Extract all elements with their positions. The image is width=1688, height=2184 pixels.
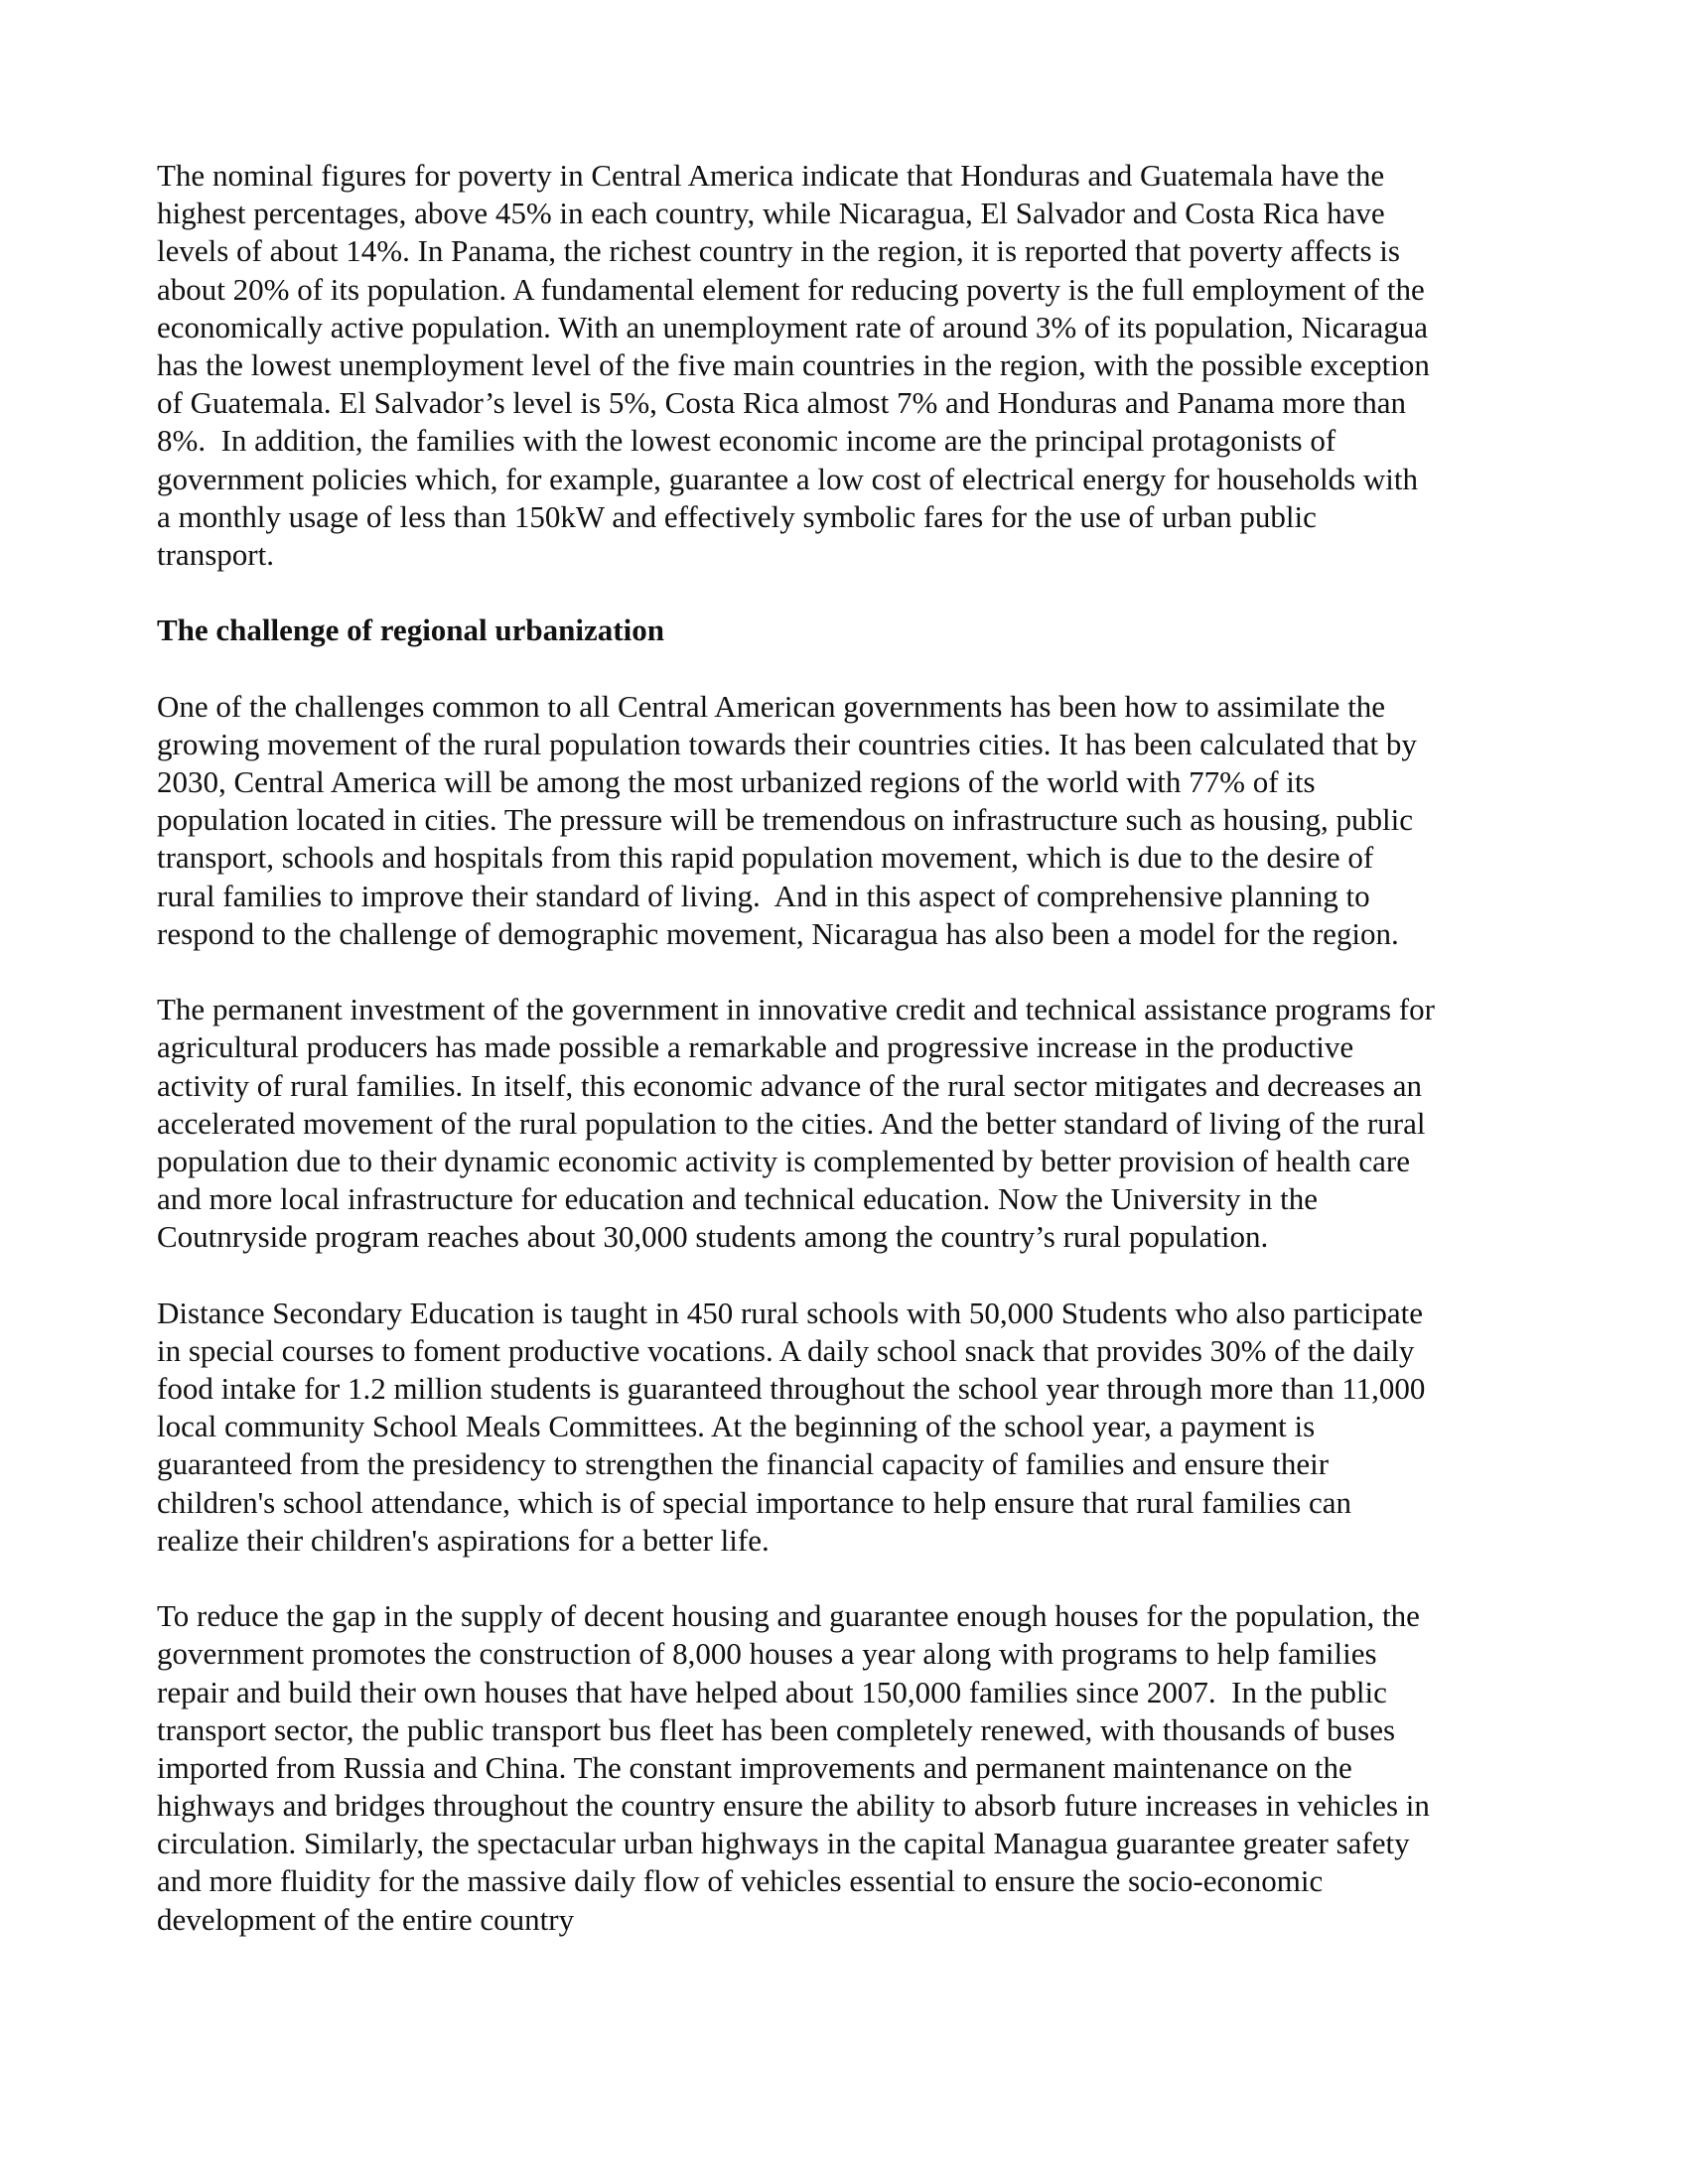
paragraph-housing-transport	[157, 1597, 1537, 1939]
text-line: The nominal figures for poverty in Central America indicate that Honduras and Guatemala have the	[157, 158, 1385, 193]
heading-text: The challenge of regional urbanization	[157, 613, 664, 648]
text-line: highest percentages, above 45% in each country, while Nicaragua, El Salvador and Costa Rica have	[157, 196, 1385, 231]
text-line: Distance Secondary Education is taught in 450 rural schools with 50,000 Students who also participate	[157, 1295, 1424, 1330]
paragraph-education	[157, 1295, 1537, 1560]
text-line: The permanent investment of the government in innovative credit and technical assistance programs for	[157, 992, 1435, 1027]
paragraph-poverty-figures	[157, 157, 1537, 574]
paragraph-urbanization	[157, 688, 1537, 953]
text-line: economically active population. With an unemployment rate of around 3% of its population, Nicaragua	[157, 309, 1429, 344]
text-line: respond to the challenge of demographic movement, Nicaragua has also been a model for the region.	[157, 915, 1399, 951]
text-line: and more local infrastructure for education and technical education. Now the University in the	[157, 1181, 1318, 1217]
text-line: agricultural producers has made possible a remarkable and progressive increase in the productive	[157, 1029, 1354, 1065]
text-line: repair and build their own houses that have helped about 150,000 families since 2007. In the public	[157, 1674, 1387, 1709]
text-line: To reduce the gap in the supply of decent housing and guarantee enough houses for the population, the	[157, 1598, 1420, 1634]
text-line: population located in cities. The pressure will be tremendous on infrastructure such as housing, public	[157, 802, 1413, 838]
text-line: food intake for 1.2 million students is guaranteed throughout the school year through more than 11,000	[157, 1371, 1426, 1406]
text-line: a monthly usage of less than 150kW and effectively symbolic fares for the use of urban public	[157, 498, 1317, 534]
text-line: guaranteed from the presidency to strengthen the financial capacity of families and ensure their	[157, 1446, 1330, 1482]
paragraph-rural-investment	[157, 991, 1537, 1256]
text-line: government promotes the construction of 8,000 houses a year along with programs to help families	[157, 1636, 1377, 1672]
document-body	[157, 157, 1537, 1977]
text-line: development of the entire country	[157, 1901, 575, 1937]
text-line: population due to their dynamic economic activity is complemented by better provision of health care	[157, 1143, 1411, 1178]
text-line: transport, schools and hospitals from this rapid population movement, which is due to the desire of	[157, 840, 1374, 876]
section-heading	[157, 612, 1537, 649]
text-line: has the lowest unemployment level of the five main countries in the region, with the possible exception	[157, 346, 1430, 382]
text-line: growing movement of the rural population towards their countries cities. It has been calculated that by	[157, 726, 1417, 761]
text-line: of Guatemala. El Salvador’s level is 5%, Costa Rica almost 7% and Honduras and Panama more than	[157, 385, 1407, 421]
text-line: realize their children's aspirations for a better life.	[157, 1522, 770, 1558]
text-line: accelerated movement of the rural population to the cities. And the better standard of living of the rural	[157, 1105, 1426, 1141]
text-line: 2030, Central America will be among the most urbanized regions of the world with 77% of its	[157, 764, 1316, 799]
text-line: activity of rural families. In itself, this economic advance of the rural sector mitigates and decreases an	[157, 1067, 1422, 1103]
text-line: imported from Russia and China. The constant improvements and permanent maintenance on the	[157, 1749, 1352, 1785]
text-line: and more fluidity for the massive daily flow of vehicles essential to ensure the socio-economic	[157, 1863, 1324, 1899]
text-line: rural families to improve their standard of living. And in this aspect of comprehensive planning to	[157, 878, 1370, 913]
text-line: highways and bridges throughout the country ensure the ability to absorb future increases in vehicles in	[157, 1788, 1430, 1824]
text-line: transport sector, the public transport bus fleet has been completely renewed, with thousands of buses	[157, 1711, 1396, 1747]
text-line: local community School Meals Committees. At the beginning of the school year, a payment is	[157, 1409, 1316, 1444]
text-line: Coutnryside program reaches about 30,000 students among the country’s rural population.	[157, 1219, 1269, 1255]
text-line: levels of about 14%. In Panama, the richest country in the region, it is reported that poverty affects is	[157, 233, 1400, 269]
text-line: children's school attendance, which is of special importance to help ensure that rural families can	[157, 1484, 1351, 1520]
text-line: 8%. In addition, the families with the lowest economic income are the principal protagonists of	[157, 423, 1336, 459]
text-line: circulation. Similarly, the spectacular urban highways in the capital Managua guarantee greater safety	[157, 1826, 1410, 1861]
text-line: transport.	[157, 536, 274, 572]
text-line: government policies which, for example, guarantee a low cost of electrical energy for households with	[157, 461, 1419, 496]
text-line: about 20% of its population. A fundamental element for reducing poverty is the full employment of the	[157, 271, 1425, 307]
text-line: in special courses to foment productive vocations. A daily school snack that provides 30% of the daily	[157, 1332, 1415, 1368]
text-line: One of the challenges common to all Central American governments has been how to assimilate the	[157, 688, 1386, 724]
